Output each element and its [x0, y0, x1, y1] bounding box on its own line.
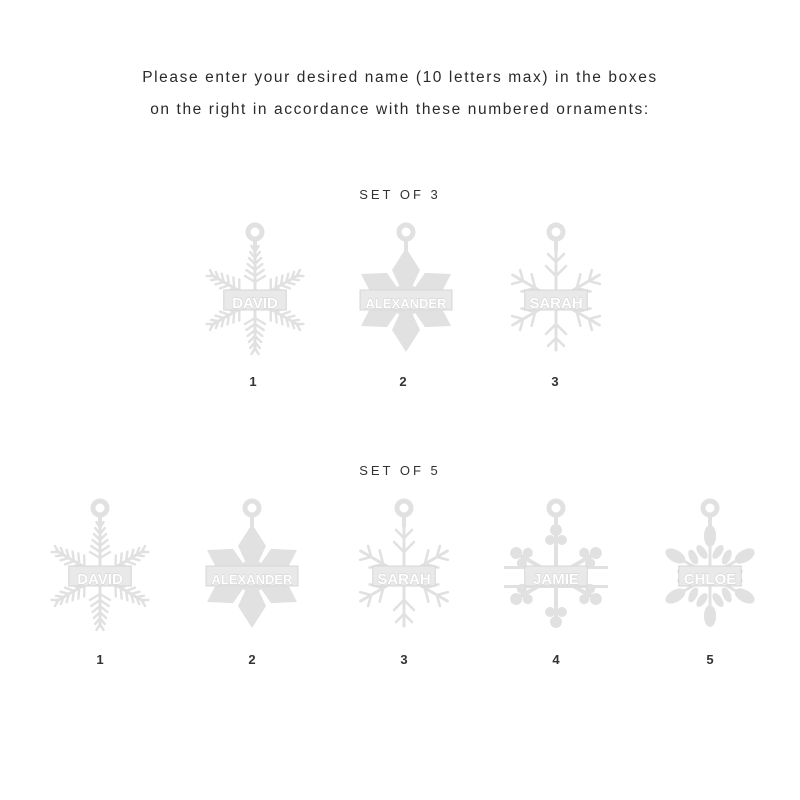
snowflake-star-icon [192, 494, 312, 634]
set3-ornament-1 [195, 218, 315, 358]
set5-ornament-3 [344, 494, 464, 634]
ornament-number: 4 [552, 652, 560, 667]
ornament-name: ALEXANDER [211, 572, 293, 587]
set-of-3-title: SET OF 3 [359, 187, 441, 202]
ornament-number: 3 [551, 374, 559, 389]
ornament-number: 3 [400, 652, 408, 667]
ornament-number: 1 [249, 374, 257, 389]
ornament-name: DAVID [232, 295, 278, 312]
ornament-name: ALEXANDER [365, 296, 447, 311]
set3-ornament-3 [496, 218, 616, 358]
ornament-number: 5 [706, 652, 714, 667]
snowflake-leaf-icon [650, 494, 770, 634]
snowflake-star-icon [346, 218, 466, 358]
snowflake-split-icon [496, 494, 616, 634]
set5-ornament-2 [192, 494, 312, 634]
snowflake-branch-icon [496, 218, 616, 358]
ornament-name: CHLOE [683, 571, 737, 588]
set5-ornament-1 [40, 494, 160, 634]
ornament-name: JAMIE [533, 571, 579, 588]
ornament-name: SARAH [377, 571, 431, 588]
snowflake-feather-icon [195, 218, 315, 358]
ornament-name: SARAH [529, 295, 583, 312]
instructions-line-1: Please enter your desired name (10 letters max) in the boxes [142, 69, 658, 86]
ornament-number: 1 [96, 652, 104, 667]
instructions-line-2: on the right in accordance with these numbered ornaments: [150, 101, 650, 118]
ornament-name: DAVID [77, 571, 123, 588]
ornament-number: 2 [399, 374, 407, 389]
snowflake-branch-icon [344, 494, 464, 634]
snowflake-feather-icon [40, 494, 160, 634]
set5-ornament-4 [496, 494, 616, 634]
set5-ornament-5 [650, 494, 770, 634]
ornament-number: 2 [248, 652, 256, 667]
instructions [0, 62, 800, 126]
set3-ornament-2 [346, 218, 466, 358]
set-of-5-title: SET OF 5 [359, 463, 441, 478]
